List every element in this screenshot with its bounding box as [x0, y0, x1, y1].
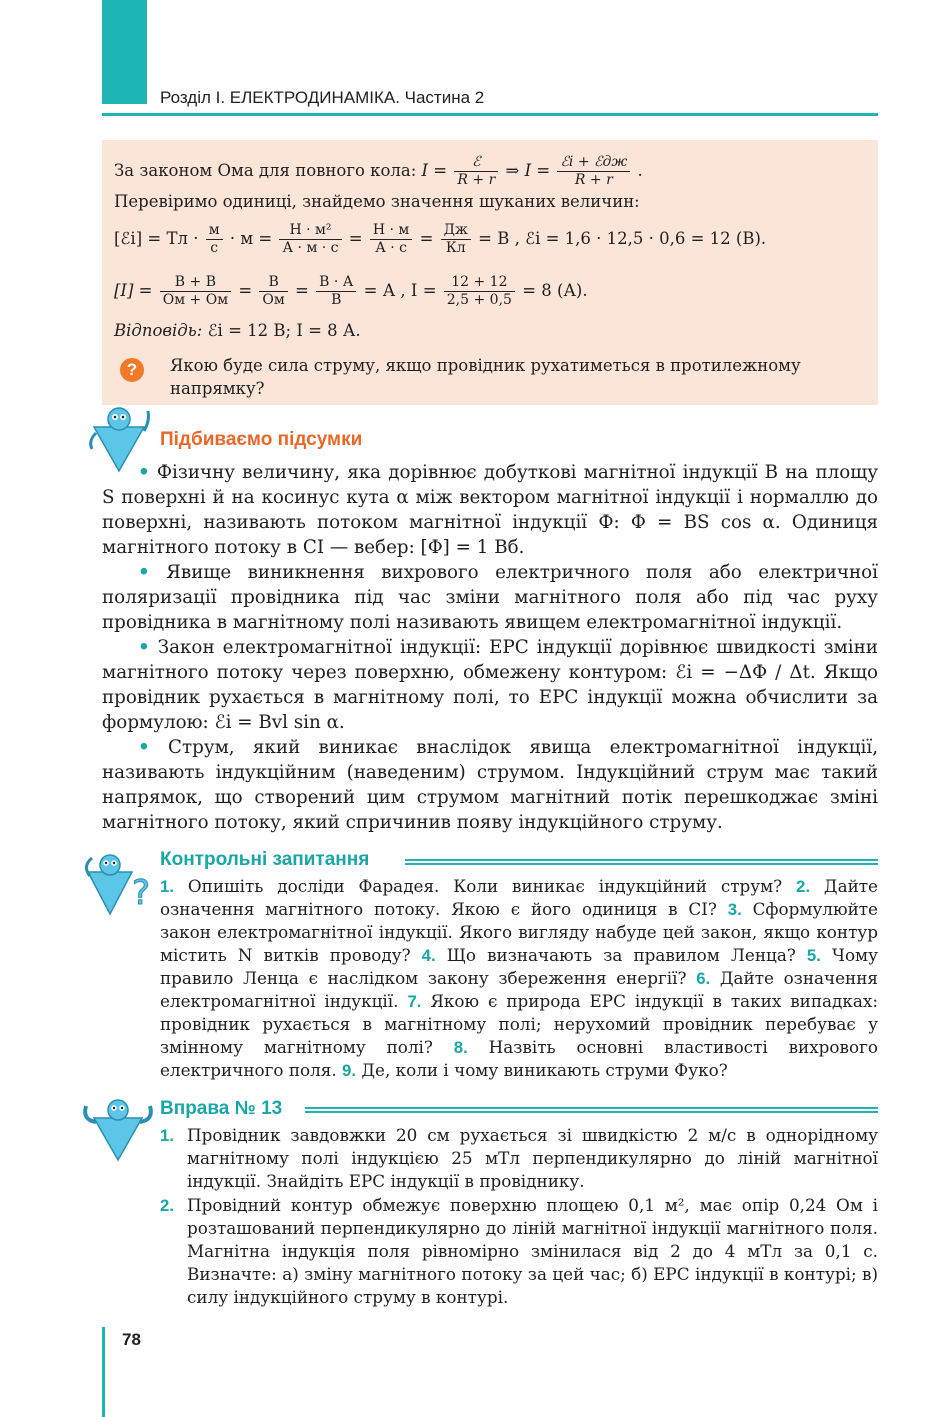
ohm-law-line	[114, 154, 643, 189]
current-units-equation	[114, 274, 588, 309]
summary-paragraph	[102, 635, 878, 735]
summary-p2: Явище виникнення вихрового електричного поля або електричної поляризації провідника під час зміни магнітного поля або під час руху провідника в магнітному полі називають явищем електромагнітної індукції.	[102, 562, 878, 633]
eq2-mid: = А , I =	[363, 281, 437, 300]
current-result: = 8 (А).	[522, 281, 588, 300]
mascot-thinking-icon	[80, 852, 156, 918]
question-text: Дайте означення електромагнітної індукції.	[160, 968, 878, 1011]
question-text: Що визначають за правилом Ленца?	[446, 945, 796, 965]
problem-question: Якою буде сила струму, якщо провідник рухатиметься в протилежному напрямку?	[170, 356, 801, 398]
questions-title-rule	[405, 859, 878, 865]
exercise-item	[160, 1194, 878, 1309]
chapter-tab	[102, 0, 147, 104]
exercise-list	[160, 1124, 878, 1310]
eq1-fraction-3: $\frac{Н \cdot м}{А \cdot с}$	[370, 222, 412, 257]
question-number: 4.	[421, 946, 436, 965]
svg-text:?: ?	[132, 873, 151, 913]
summary-p3: Закон електромагнітної індукції: ЕРС індукції дорівнює швидкості зміни магнітного потоку через поверхню, обмежену контуром: ℰi = −ΔΦ / Δt. Якщо провідник рухається в магнітному полі, то ЕРС індукції можна обчислити за формулою: ℰi = Bvl sin α.	[102, 637, 878, 733]
summary-text	[102, 460, 878, 835]
questions-title: Контрольні запитання	[160, 849, 370, 870]
eq2-fraction-3: $\frac{В \cdot А}{В}$	[316, 274, 356, 309]
ohm-fraction-2: $\frac{\text{ℰi + ℰдж}}{R + r}$	[557, 154, 630, 189]
questions-text	[160, 875, 878, 1082]
header-divider	[102, 113, 878, 116]
answer-text: ℰi = 12 В; I = 8 А.	[207, 321, 361, 340]
bullet-icon: •	[138, 637, 150, 658]
eq1-fraction-4: $\frac{Дж}{Кл}$	[441, 222, 471, 257]
question-number: 5.	[806, 946, 821, 965]
question-number: 2.	[796, 877, 811, 896]
question-number: 9.	[342, 1061, 357, 1080]
exercise-number: 1.	[160, 1126, 174, 1145]
summary-p1: Фізичну величину, яка дорівнює добуткові магнітної індукції B на площу S поверхні й на косинус кута α між вектором магнітної індукції і нормаллю до поверхні, називають потоком магнітної індукції Ф: Φ = BS cos α. Одиниця магнітного потоку в СІ — вебер: [Φ] = 1 Вб.	[102, 462, 879, 558]
eq2-equals-2: =	[295, 281, 309, 300]
exercise-title-rule	[305, 1107, 878, 1113]
exercise-text: Провідник завдовжки 20 см рухається зі швидкістю 2 м/с в однорідному магнітному полі індукцією 25 мТл перпендикулярно до ліній магнітної індукції. Знайдіть ЕРС індукції в провіднику.	[187, 1125, 878, 1191]
eq2-fraction-1: $\frac{В + В}{Ом + Ом}$	[160, 274, 231, 309]
question-text: Якою є природа ЕРС індукції в таких випадках: провідник рухається в магнітному полі; нерухомий провідник перебуває у змінному магнітному полі?	[160, 991, 878, 1057]
summary-title: Підбиваємо підсумки	[160, 429, 363, 450]
eq1-mid: · м =	[229, 229, 273, 248]
ohm-lhs-2: I =	[524, 161, 551, 180]
question-text: Опишіть досліди Фарадея. Коли виникає індукційний струм?	[187, 876, 783, 896]
bullet-icon: •	[138, 562, 150, 583]
question-number: 8.	[453, 1038, 468, 1057]
emf-units-equation	[114, 222, 766, 257]
ohm-fraction-1: $\frac{\text{ℰ}}{R + r}$	[454, 154, 498, 189]
exercise-title: Вправа № 13	[160, 1098, 283, 1119]
solution-box	[102, 140, 878, 405]
ohm-end: .	[637, 161, 643, 180]
eq1-fraction-2: $\frac{\text{Н · м²}}{А \cdot м \cdot с}$	[279, 222, 341, 257]
eq1-equals-2: =	[419, 229, 434, 248]
ohm-intro: За законом Ома для повного кола:	[114, 161, 417, 180]
question-text: Де, коли і чому виникають струми Фуко?	[361, 1060, 728, 1080]
question-number: 3.	[727, 900, 742, 919]
question-text: Сформулюйте закон електромагнітної індукції. Якого вигляду набуде цей закон, якщо контур містить N витків проводу?	[160, 899, 878, 965]
current-units-lhs: [I] =	[114, 281, 153, 300]
question-mark-icon: ?	[120, 358, 144, 382]
implies-sign: ⇒	[505, 161, 520, 180]
answer-label: Відповідь:	[114, 321, 203, 340]
question-number: 1.	[160, 877, 174, 896]
eq2-fraction-2: $\frac{В}{Ом}$	[259, 274, 287, 309]
question-text: Чому правило Ленца є наслідком закону збереження енергії?	[160, 945, 878, 988]
question-text: Назвіть основні властивості вихрового електричного поля.	[160, 1037, 878, 1080]
eq1-fraction-1: $\frac{м}{с}$	[206, 222, 223, 257]
answer-line	[114, 321, 361, 341]
question-number: 6.	[696, 969, 711, 988]
page-header: Розділ І. ЕЛЕКТРОДИНАМІКА. Частина 2	[160, 88, 485, 107]
bullet-icon: •	[138, 462, 150, 483]
check-units-line: Перевіримо одиниці, знайдемо значення шуканих величин:	[114, 192, 640, 211]
eq1-equals-1: =	[348, 229, 363, 248]
exercise-text: Провідний контур обмежує поверхню площею 0,1 м², має опір 0,24 Ом і розташований перпендикулярно до ліній магнітної індукції магнітного поля. Магнітна індукція поля рівномірно змінилася від 2 до 4 мТл за 0,1 с. Визначте: а) зміну магнітного потоку за цей час; б) ЕРС індукції в контурі; в) силу індукційного струму в контурі.	[187, 1195, 878, 1307]
exercise-number: 2.	[160, 1196, 174, 1215]
exercise-item	[160, 1124, 878, 1193]
question-text: Дайте означення магнітного потоку. Якою є його одиниця в СІ?	[160, 876, 878, 919]
footer-bar	[102, 1327, 105, 1417]
emf-result: = В , ℰi = 1,6 · 12,5 · 0,6 = 12 (В).	[478, 229, 767, 248]
summary-paragraph	[102, 735, 878, 835]
question-number: 7.	[407, 992, 422, 1011]
ohm-lhs: I =	[421, 161, 448, 180]
summary-paragraph	[102, 460, 878, 560]
bullet-icon: •	[138, 737, 150, 758]
summary-p4: Струм, який виникає внаслідок явища електромагнітної індукції, називають індукційним (наведеним) струмом. Індукційний струм має такий напрямок, що створений цим струмом магнітний потік перешкоджає зміні магнітного потоку, який спричинив появу індукційного струму.	[102, 737, 878, 833]
summary-paragraph	[102, 560, 878, 635]
eq2-equals-1: =	[238, 281, 253, 300]
mascot-strong-icon	[80, 1096, 156, 1164]
page-number: 78	[122, 1330, 141, 1349]
emf-units-lhs: [ℰi] = Тл ·	[114, 229, 199, 248]
eq2-fraction-4: $\frac{12 + 12}{2,5 + 0,5}$	[444, 274, 515, 309]
